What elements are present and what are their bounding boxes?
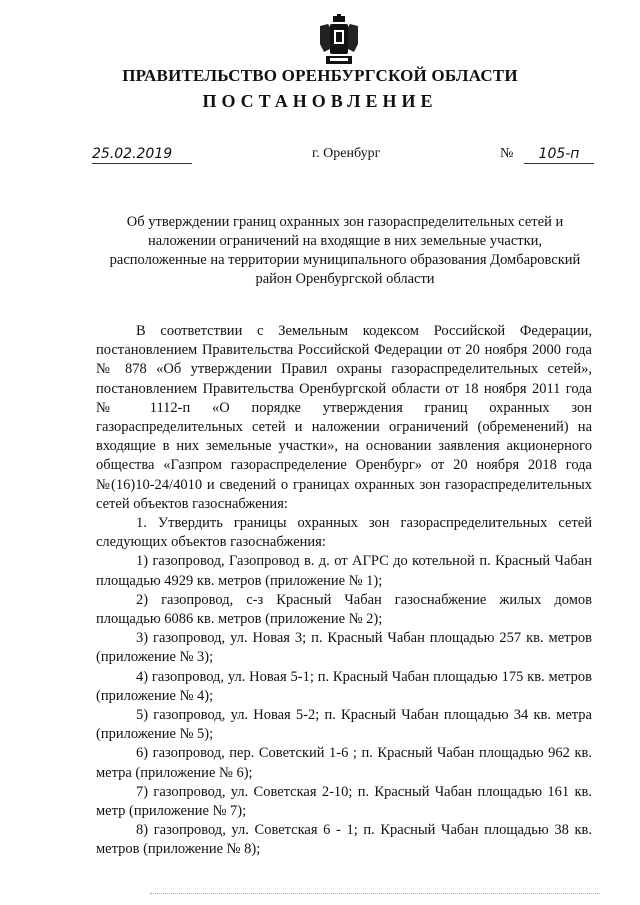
paragraph-preamble: В соответствии с Земельным кодексом Российской Федерации, постановлением Правительства Российской Федерации от 20 ноября 2000 года № 878 «Об утверждении Правил охраны газораспределительных сетей», постановлением Правительства Оренбургской области от 18 ноября 2011 года № 1112-п «О порядке утверждения границ охранных зон газораспределительных сетей и наложении ограничений (обременений) на входящие в них земельные участки», на основании заявления акционерного общества «Газпром газораспределение Оренбург» от 20 ноября 2018 года №(16)10-24/4010 и сведений о границах охранных зон газораспределительных сетей объектов газоснабжения:	[96, 323, 592, 512]
coat-of-arms-icon	[318, 14, 360, 66]
government-title: ПРАВИТЕЛЬСТВО ОРЕНБУРГСКОЙ ОБЛАСТИ	[122, 66, 518, 85]
document-number-label: №	[500, 146, 514, 161]
list-item: 4) газопровод, ул. Новая 5-1; п. Красный Чабан площадью 175 кв. метров (приложение № 4);	[96, 668, 592, 704]
footer-divider	[150, 893, 600, 900]
document-number: 105-п	[524, 146, 594, 164]
list-item: 5) газопровод, ул. Новая 5-2; п. Красный Чабан площадью 34 кв. метра (приложение № 5);	[96, 707, 592, 743]
list-item: 8) газопровод, ул. Советская 6 - 1; п. Красный Чабан площадью 38 кв. метров (приложение № 8);	[96, 822, 592, 858]
document-body	[96, 322, 592, 860]
list-item: 3) газопровод, ул. Новая 3; п. Красный Чабан площадью 257 кв. метров (приложение № 3);	[96, 630, 592, 666]
list-item: 7) газопровод, ул. Советская 2-10; п. Красный Чабан площадью 161 кв. метр (приложение № 7);	[96, 783, 592, 820]
document-type: ПОСТАНОВЛЕНИЕ	[202, 91, 438, 111]
list-item: 1) газопровод, Газопровод в. д. от АГРС до котельной п. Красный Чабан площадью 4929 кв. метров (приложение № 1);	[96, 553, 592, 589]
document-date: 25.02.2019	[92, 146, 192, 164]
list-item: 6) газопровод, пер. Советский 1-6 ; п. Красный Чабан площадью 962 кв. метра (приложение № 6);	[96, 745, 592, 781]
list-item: 2) газопровод, с-з Красный Чабан газоснабжение жилых домов площадью 6086 кв. метров (приложение № 2);	[96, 591, 592, 628]
paragraph-item-1: 1. Утвердить границы охранных зон газораспределительных сетей следующих объектов газоснабжения:	[96, 515, 592, 551]
document-subject: Об утверждении границ охранных зон газораспределительных сетей и наложении ограничений на входящие в них земельные участки, расположенные на территории муниципального образования Домбаровский район Оренбургской области	[109, 214, 581, 287]
document-city: г. Оренбург	[312, 146, 381, 161]
